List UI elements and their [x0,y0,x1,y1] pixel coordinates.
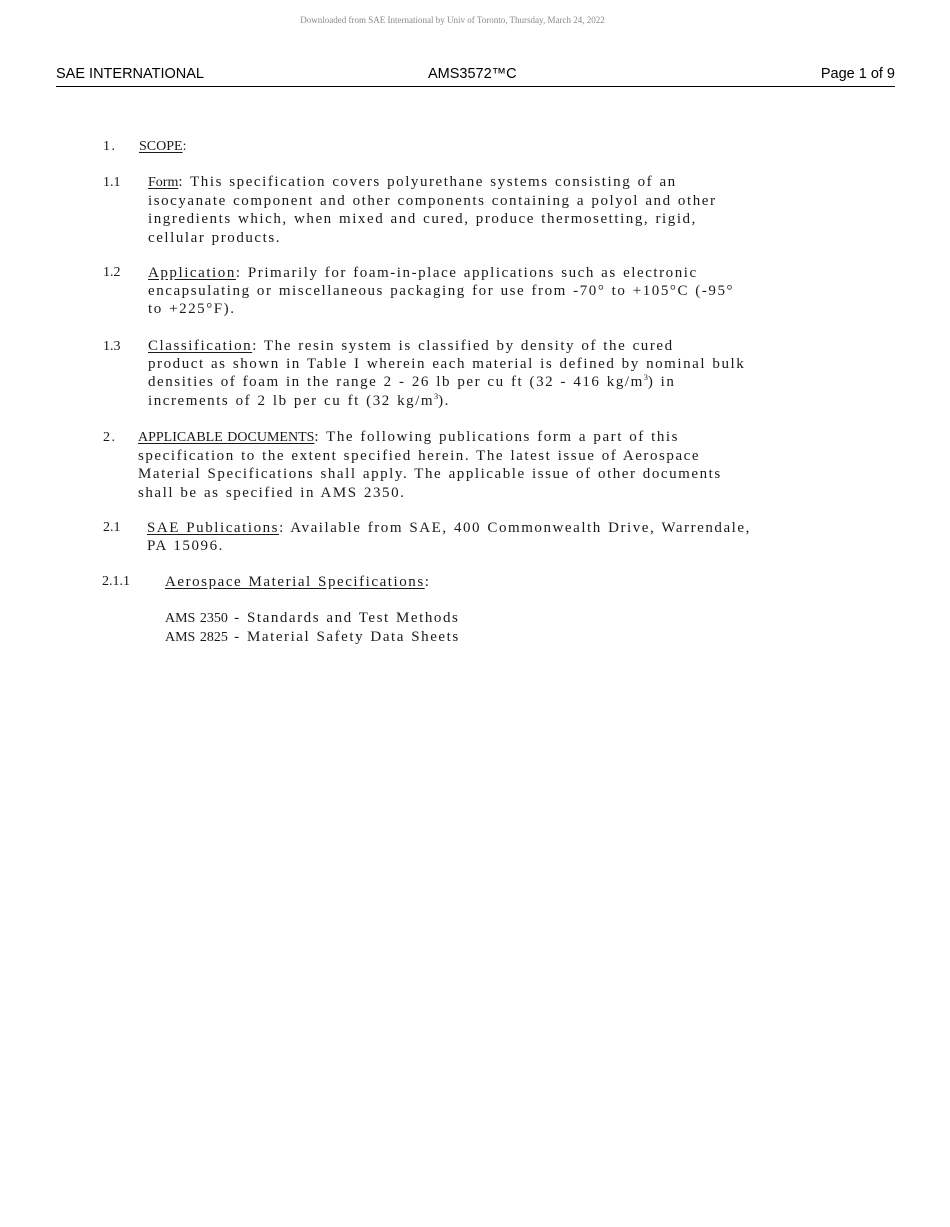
section-number: 1.1 [103,175,121,190]
section-number: 1.3 [103,339,121,354]
page-header [56,65,895,87]
section-title: Application [148,265,236,281]
paragraph-line: : Available from SAE, 400 Commonwealth Drive, Warrendale, [279,520,751,536]
reference-code: AMS 2825 [165,630,228,646]
header-page-number: Page 1 of 9 [820,66,895,82]
reference-code: AMS 2350 [165,611,228,626]
section-sae-publications [147,519,751,555]
paragraph-line: densities of foam in the range 2 - 26 lb per cu ft (32 - 416 $kg/m^3$) in [148,373,676,391]
section-title: Aerospace Material Specifications [165,574,425,590]
section-form [148,173,717,247]
paragraph-line: specification to the extent specified herein. The latest issue of Aerospace [138,448,701,465]
section-scope-heading [139,137,186,156]
paragraph-line: increments of 2 lb per cu ft (32 $kg/m^3$). [148,391,450,409]
paragraph-line: : The following publications form a part of this [314,429,679,445]
paragraph-line: product as shown in Table I wherein each material is defined by nominal bulk [148,356,746,373]
header-doc-id: AMS3572™C [428,66,517,82]
reference-description: - Material Safety Data Sheets [227,629,460,646]
paragraph-line: PA 15096. [147,538,224,555]
paragraph-line: : The resin system is classified by density of the cured [252,338,674,354]
section-title: Classification [148,338,253,354]
section-number: 2.1.1 [102,574,130,589]
paragraph-line: to +225°F). [148,301,236,318]
paragraph-line: : Primarily for foam-in-place applications such as electronic [235,265,698,281]
section-title: APPLICABLE DOCUMENTS [138,430,315,445]
section-application [148,264,734,319]
section-title-suffix: : [182,139,187,154]
paragraph-line: shall be as specified in AMS 2350. [138,484,406,501]
download-watermark: Downloaded from SAE International by Univ of Toronto, Thursday, March 24, 2022 [300,15,605,25]
paragraph-line: encapsulating or miscellaneous packaging for use from -70° to +105°C (-95° [148,283,735,300]
section-applicable-documents [138,428,722,502]
reference-description: - Standards and Test Methods [227,610,460,626]
section-title: Form [148,175,179,190]
section-title-suffix: : [424,574,431,590]
section-aerospace-material-specs [165,573,430,591]
section-number: 2. [103,430,117,445]
reference-list [165,609,460,647]
section-number: 1. [103,139,117,154]
section-title: SCOPE [139,139,183,154]
list-item [165,609,460,628]
paragraph-line: isocyanate component and other components containing a polyol and other [148,193,717,210]
paragraph-line: Material Specifications shall apply. The applicable issue of other documents [138,466,722,483]
section-number: 1.2 [103,265,121,280]
paragraph-line: ingredients which, when mixed and cured, produce thermosetting, rigid, [148,211,697,228]
list-item [165,628,460,647]
paragraph-line: cellular products. [148,229,282,246]
section-classification [148,337,745,410]
paragraph-line: : This specification covers polyurethane systems consisting of an [178,174,677,190]
section-number: 2.1 [103,520,121,535]
header-org: SAE INTERNATIONAL [56,66,204,82]
section-title: SAE Publications [147,520,280,536]
